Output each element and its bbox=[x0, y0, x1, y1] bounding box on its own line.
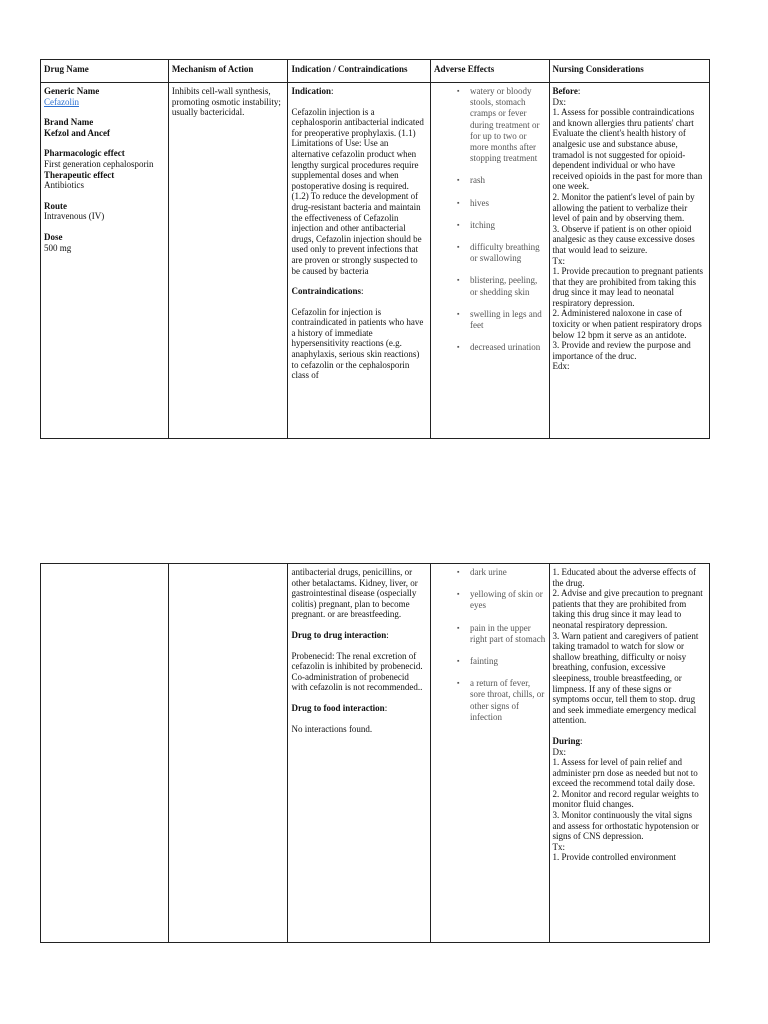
during-label: During bbox=[552, 735, 581, 746]
header-indication: Indication / Contraindications bbox=[288, 60, 431, 83]
adverse-effect-item: ▪ hives bbox=[470, 198, 545, 209]
adverse-effect-item: ▪ yellowing of skin or eyes bbox=[470, 589, 545, 611]
adverse-effect-item: ▪ rash bbox=[470, 175, 545, 186]
adverse-effect-item: ▪ fainting bbox=[470, 656, 545, 667]
dx-label: Dx: bbox=[552, 746, 567, 757]
nursing-item: 1. Provide controlled environment bbox=[552, 852, 677, 863]
drug-food-interaction-text: No interactions found. bbox=[291, 723, 373, 734]
nursing-item: 3. Provide and review the purpose and importance of the druc. bbox=[552, 340, 691, 361]
drug-drug-interaction-label: Drug to drug interaction bbox=[291, 629, 387, 640]
nursing-cell: Before: Dx: 1. Assess for possible contraindications and known allergies thru patients' chart Evaluate the client's health history of analgesic use and substance abuse, tramadol is not suggested for opioid-dependent individual or who have received opioids in the past for more than one week. 2. Monitor the patient's level of pain by allowing the patient to verbalize their level of pain and by observing them. 3. Observe if patient is on other opioid analgesic as they cause excessive doses that would lead to seizure. Tx: 1. Provide precaution to pregnant patients that they are prohibited from taking this drug since it may lead to neonatal respiratory depression. 2. Administered naloxone in case of toxicity or when patient respiratory drops below 12 bpm it serve as an antidote. 3. Provide and review the purpose and importance of the druc. Edx: bbox=[549, 83, 709, 439]
ther-effect-label: Therapeutic effect bbox=[44, 169, 115, 180]
brand-name-value: Kefzol and Ancef bbox=[44, 127, 110, 138]
nursing-cell-continued: 1. Educated about the adverse effects of the drug. 2. Advise and give precaution to pregnant patients that they are prohibited from taking this drug since it may lead to neonatal respiratory depression. 3. Warn patient and caregivers of patient taking tramadol to watch for slow or shallow breathing, difficulty or noisy breathing, confusion, excessive sleepiness, trouble breastfeeding, or limpness. If any of these signs or symptoms occur, tell them to stop. drug and seek immediate emergency medical attention. During: Dx: 1. Assess for level of pain relief and administer prn dose as needed but not to exceed the recommend total daily dose. 2. Monitor and record regular weights to monitor fluid changes. 3. Monitor continuously the vital signs and assess for orthostatic hypotension or signs of CNS depression. Tx: 1. Provide controlled environment bbox=[549, 564, 709, 943]
nursing-item: 1. Provide precaution to pregnant patients that they are prohibited from taking this drug since it may lead to neonatal respiratory depression. bbox=[552, 266, 703, 308]
dose-value: 500 mg bbox=[44, 242, 72, 253]
indication-label: Indication bbox=[291, 86, 331, 96]
nursing-item: 1. Educated about the adverse effects of the drug. bbox=[552, 567, 697, 588]
nursing-item: 2. Advise and give precaution to pregnant patients that they are prohibited from taking this drug since it may lead to neonatal respiratory depression. bbox=[552, 588, 703, 630]
mechanism-cell-empty bbox=[168, 564, 288, 943]
nursing-item: 2. Administered naloxone in case of toxicity or when patient respiratory drops below 12 bpm it serve as an antidote. bbox=[552, 308, 702, 340]
nursing-item: 2. Monitor and record regular weights to monitor fluid changes. bbox=[552, 788, 699, 810]
indication-cell-continued: antibacterial drugs, penicillins, or other betalactams. Kidney, liver, or gastrointestinal disease (ospecially colitis) pregnant, plan to become pregnant. or are breastfeeding. Drug to drug interaction: Probenecid: The renal excretion of cefazolin is inhibited by probenecid. Co-administration of probenecid with cefazolin is not recommended.. Drug to food interaction: No interactions found. bbox=[288, 564, 431, 943]
header-mechanism: Mechanism of Action bbox=[168, 60, 288, 83]
contraindications-label: Contraindications bbox=[291, 286, 361, 297]
adverse-effects-list bbox=[434, 567, 545, 723]
pharm-effect-value: First generation cephalosporin bbox=[44, 158, 154, 169]
brand-name-label: Brand Name bbox=[44, 117, 94, 128]
contraindications-text-continued: antibacterial drugs, penicillins, or other betalactams. Kidney, liver, or gastrointestinal disease (ospecially colitis) pregnant, plan to become pregnant. or are breastfeeding. bbox=[291, 567, 418, 620]
tx-label: Tx: bbox=[552, 841, 566, 852]
adverse-effect-item: ▪ itching bbox=[470, 220, 545, 231]
pharm-effect-label: Pharmacologic effect bbox=[44, 148, 125, 159]
drug-drug-interaction-text: Probenecid: The renal excretion of cefazolin is inhibited by probenecid. Co-administration of probenecid with cefazolin is not recommended.. bbox=[291, 650, 423, 693]
dose-label: Dose bbox=[44, 231, 63, 242]
drug-name-cell-empty bbox=[41, 564, 169, 943]
mechanism-text: Inhibits cell-wall synthesis, promoting osmotic instability; usually bactericidal. bbox=[171, 86, 281, 118]
mechanism-cell bbox=[168, 83, 288, 439]
contraindications-text: Cefazolin for injection is contraindicated in patients who have a history of immediate hypersensitivity reactions (e.g. anaphylaxis, serious skin reactions) to cefazolin or the cephalosporin class of bbox=[291, 306, 424, 381]
nursing-item: 3. Monitor continuously the vital signs and assess for orthostatic hypotension or signs of CNS depression. bbox=[552, 810, 699, 842]
adverse-effect-item: ▪ a return of fever, sore throat, chills, or other signs of infection bbox=[470, 678, 545, 723]
drug-study-table-page-1 bbox=[40, 59, 710, 439]
indication-cell: Indication: Cefazolin injection is a cephalosporin antibacterial indicated for preoperative prophylaxis. (1.1) Limitations of Use: Use an alternative cefazolin product when lengthy surgical procedures require supplemental doses and when postoperative dosing is required. (1.2) To reduce the development of drug-resistant bacteria and maintain the effectiveness of Cefazolin injection and other antibacterial drugs, Cefazolin injection should be used only to prevent infections that are proven or strongly suspected to be caused by bacteria Contraindications: Cefazolin for injection is contraindicated in patients who have a history of immediate hypersensitivity reactions (e.g. anaphylaxis, serious skin reactions) to cefazolin or the cephalosporin class of bbox=[288, 83, 431, 439]
adverse-effect-item: ▪ dark urine bbox=[470, 567, 545, 578]
nursing-item: 2. Monitor the patient's level of pain by allowing the patient to verbalize their level of pain and by observing them. bbox=[552, 191, 695, 224]
nursing-item: 1. Assess for level of pain relief and administer prn dose as needed but not to exceed the recommend total daily dose. bbox=[552, 757, 698, 789]
adverse-effect-item: ▪ watery or bloody stools, stomach cramps or fever during treatment or for up to two or more months after stopping treatment bbox=[470, 86, 545, 164]
drug-food-interaction-label: Drug to food interaction bbox=[291, 702, 385, 713]
adverse-effect-item: ▪ pain in the upper right part of stomach bbox=[470, 623, 545, 645]
route-value: Intravenous (IV) bbox=[44, 211, 105, 222]
tx-label: Tx: bbox=[552, 255, 566, 266]
adverse-effect-item: ▪ swelling in legs and feet bbox=[470, 309, 545, 331]
nursing-item: 3. Observe if patient is on other opioid analgesic as they cause excessive doses that would lead to seizure. bbox=[552, 223, 695, 255]
indication-text: Cefazolin injection is a cephalosporin antibacterial indicated for preoperative prophylaxis. (1.1) Limitations of Use: Use an alternative cefazolin product when lengthy surgical procedures require supplemental doses and when postoperative dosing is required. (1.2) To reduce the development of drug-resistant bacteria and maintain the effectiveness of Cefazolin injection and other antibacterial drugs, Cefazolin injection should be used only to prevent infections that are proven or strongly suspected to be caused by bacteria bbox=[291, 106, 424, 276]
table-row bbox=[41, 83, 710, 439]
adverse-effects-list bbox=[434, 86, 545, 353]
before-label: Before bbox=[552, 86, 578, 96]
generic-name-link[interactable]: Cefazolin bbox=[44, 96, 79, 107]
ther-effect-value: Antibiotics bbox=[44, 180, 84, 191]
dx-label: Dx: bbox=[552, 96, 567, 107]
edx-label: Edx: bbox=[552, 361, 570, 372]
header-drug-name: Drug Name bbox=[41, 60, 169, 83]
route-label: Route bbox=[44, 200, 67, 211]
drug-name-cell bbox=[41, 83, 169, 439]
nursing-item: 3. Warn patient and caregivers of patient taking tramadol to watch for slow or shallow breathing, difficulty or noisy breathing, confusion, excessive sleepiness, trouble breastfeeding, or limpness. If any of these signs or symptoms occur, tell them to stop. drug and seek immediate emergency medical attention. bbox=[552, 630, 699, 726]
adverse-effects-cell-continued bbox=[431, 564, 549, 943]
adverse-effect-item: ▪ difficulty breathing or swallowing bbox=[470, 242, 545, 264]
generic-name-label: Generic Name bbox=[44, 86, 100, 96]
nursing-item: 1. Assess for possible contraindications and known allergies thru patients' chart Evaluate the client's health history of analgesic use and substance abuse, tramadol is not suggested for opioid-dependent individual or who have received opioids in the past for more than one week. bbox=[552, 107, 703, 192]
table-header-row bbox=[41, 60, 710, 83]
adverse-effect-item: ▪ blistering, peeling, or shedding skin bbox=[470, 275, 545, 297]
drug-study-table-page-2 bbox=[40, 563, 710, 943]
adverse-effect-item: ▪ decreased urination bbox=[470, 342, 545, 353]
header-nursing: Nursing Considerations bbox=[549, 60, 709, 83]
table-row bbox=[41, 564, 710, 943]
adverse-effects-cell bbox=[431, 83, 549, 439]
header-adverse-effects: Adverse Effects bbox=[431, 60, 549, 83]
